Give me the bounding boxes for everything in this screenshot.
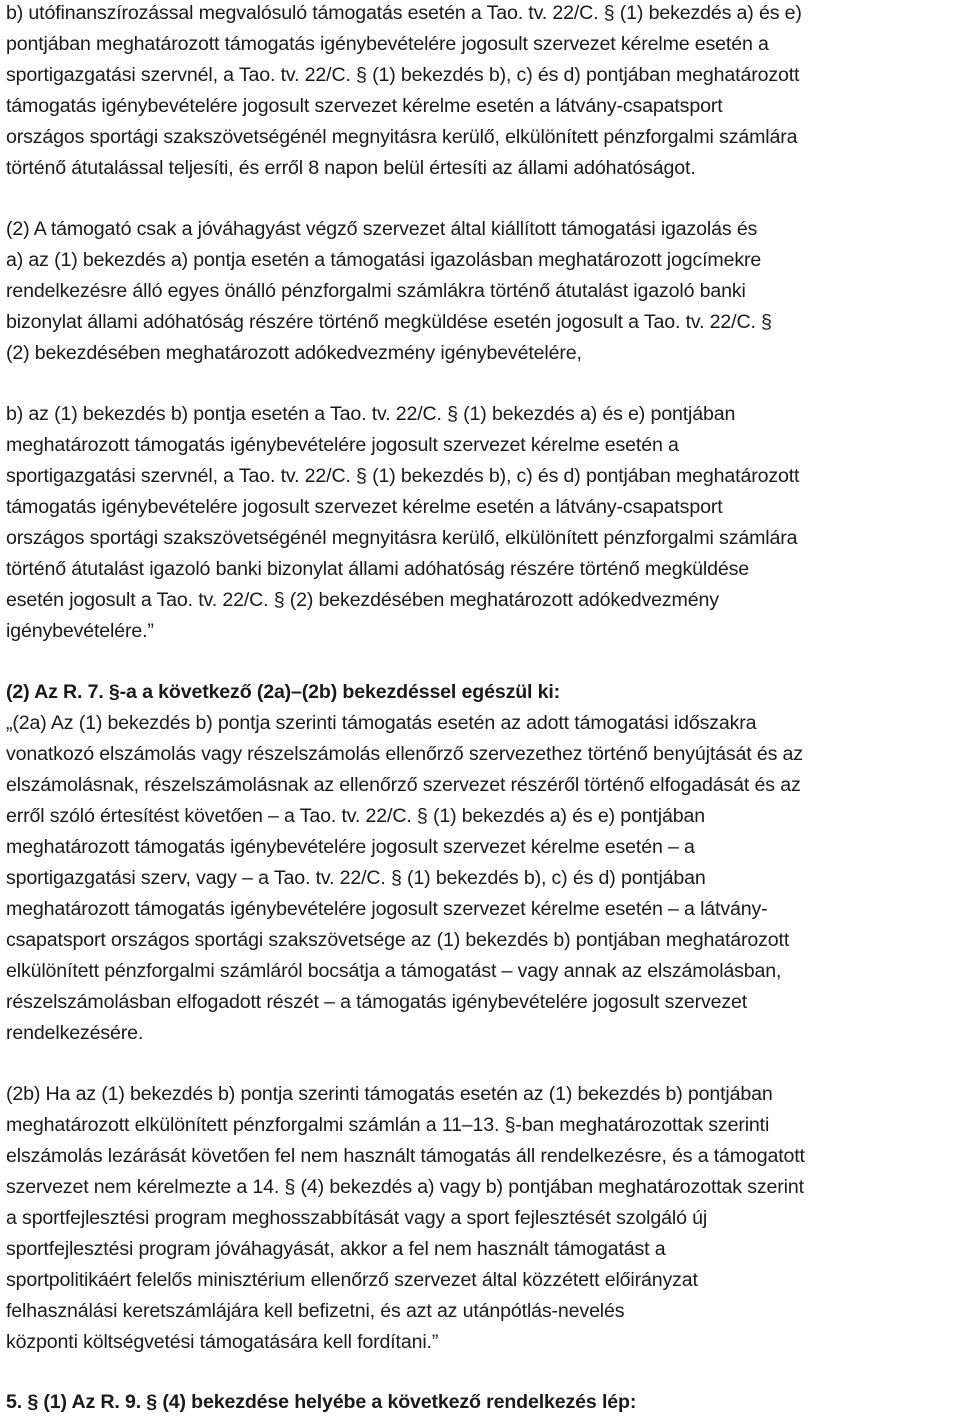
text-line: rendelkezésre álló egyes önálló pénzforgalmi számlákra történő átutalást igazoló banki [6,280,746,302]
text-line: sportfejlesztési program jóváhagyását, akkor a fel nem használt támogatást a [6,1238,666,1260]
text-line: b) az (1) bekezdés b) pontja esetén a Tao. tv. 22/C. § (1) bekezdés a) és e) pontjában [6,403,736,425]
text-line: meghatározott támogatás igénybevételére jogosult szervezet kérelme esetén – a [6,836,695,858]
text-line: (2) A támogató csak a jóváhagyást végző szervezet által kiállított támogatási igazolás és [6,218,758,240]
text-line: országos sportági szakszövetségénél megnyitásra kerülő, elkülönített pénzforgalmi számlára [6,126,798,148]
text-line: támogatás igénybevételére jogosult szervezet kérelme esetén a látvány-csapatsport [6,95,723,117]
text-line: pontjában meghatározott támogatás igénybevételére jogosult szervezet kérelme esetén a [6,33,769,55]
text-line: országos sportági szakszövetségénél megnyitásra kerülő, elkülönített pénzforgalmi számlára [6,527,798,549]
text-line: sportigazgatási szervnél, a Tao. tv. 22/C. § (1) bekezdés b), c) és d) pontjában meghatározott [6,465,800,487]
text-line: részelszámolásban elfogadott részét – a támogatás igénybevételére jogosult szervezet [6,991,748,1013]
text-line: elszámolás lezárását követően fel nem használt támogatás áll rendelkezésre, és a támogatott [6,1145,805,1167]
text-line: meghatározott támogatás igénybevételére jogosult szervezet kérelme esetén a [6,434,679,456]
text-line: elszámolásnak, részelszámolásnak az ellenőrző szervezet részéről történő elfogadását és az [6,774,801,796]
text-line: szervezet nem kérelmezte a 14. § (4) bekezdés a) vagy b) pontjában meghatározottak szerint [6,1176,804,1198]
text-line: történő átutalással teljesíti, és erről 8 napon belül értesíti az állami adóhatóságot. [6,157,696,179]
text-line: (2) bekezdésében meghatározott adókedvezmény igénybevételére, [6,342,582,364]
text-line: bizonylat állami adóhatóság részére történő megküldése esetén jogosult a Tao. tv. 22/C. § [6,311,772,333]
text-line: központi költségvetési támogatására kell fordítani.” [6,1331,439,1353]
text-line: a) az (1) bekezdés a) pontja esetén a támogatási igazolásban meghatározott jogcímekre [6,249,762,271]
text-line: sportpolitikáért felelős minisztérium ellenőrző szervezet által közzétett előirányzat [6,1269,698,1291]
text-line: a sportfejlesztési program meghosszabbítását vagy a sport fejlesztését szolgáló új [6,1207,708,1229]
text-line: meghatározott támogatás igénybevételére jogosult szervezet kérelme esetén – a látvány- [6,898,768,920]
text-line: támogatás igénybevételére jogosult szervezet kérelme esetén a látvány-csapatsport [6,496,723,518]
text-line: elkülönített pénzforgalmi számláról bocsátja a támogatást – vagy annak az elszámolásban, [6,960,782,982]
text-line: sportigazgatási szervnél, a Tao. tv. 22/C. § (1) bekezdés b), c) és d) pontjában meghatározott [6,64,800,86]
text-line: vonatkozó elszámolás vagy részelszámolás ellenőrző szervezethez történő benyújtását és az [6,743,803,765]
section-heading: 5. § (1) Az R. 9. § (4) bekezdése helyébe a következő rendelkezés lép: [6,1391,637,1413]
text-line: esetén jogosult a Tao. tv. 22/C. § (2) bekezdésében meghatározott adókedvezmény [6,589,719,611]
text-line: rendelkezésére. [6,1022,144,1044]
section-heading: (2) Az R. 7. §-a a következő (2a)–(2b) bekezdéssel egészül ki: [6,681,561,703]
text-line: (2b) Ha az (1) bekezdés b) pontja szerinti támogatás esetén az (1) bekezdés b) pontjában [6,1083,773,1105]
text-line: erről szóló értesítést követően – a Tao. tv. 22/C. § (1) bekezdés a) és e) pontjában [6,805,705,827]
text-line: sportigazgatási szerv, vagy – a Tao. tv. 22/C. § (1) bekezdés b), c) és d) pontjában [6,867,706,889]
text-line: igénybevételére.” [6,620,154,642]
text-line: meghatározott elkülönített pénzforgalmi számlán a 11–13. §-ban meghatározottak szerinti [6,1114,770,1136]
text-line: felhasználási keretszámlájára kell befizetni, és azt az utánpótlás-nevelés [6,1300,625,1322]
text-line: csapatsport országos sportági szakszövetsége az (1) bekezdés b) pontjában meghatározott [6,929,790,951]
text-line: „(2a) Az (1) bekezdés b) pontja szerinti támogatás esetén az adott támogatási időszakra [6,712,757,734]
text-line: b) utófinanszírozással megvalósuló támogatás esetén a Tao. tv. 22/C. § (1) bekezdés a) és e) [6,2,802,24]
text-line: történő átutalást igazoló banki bizonylat állami adóhatóság részére történő megküldése [6,558,750,580]
